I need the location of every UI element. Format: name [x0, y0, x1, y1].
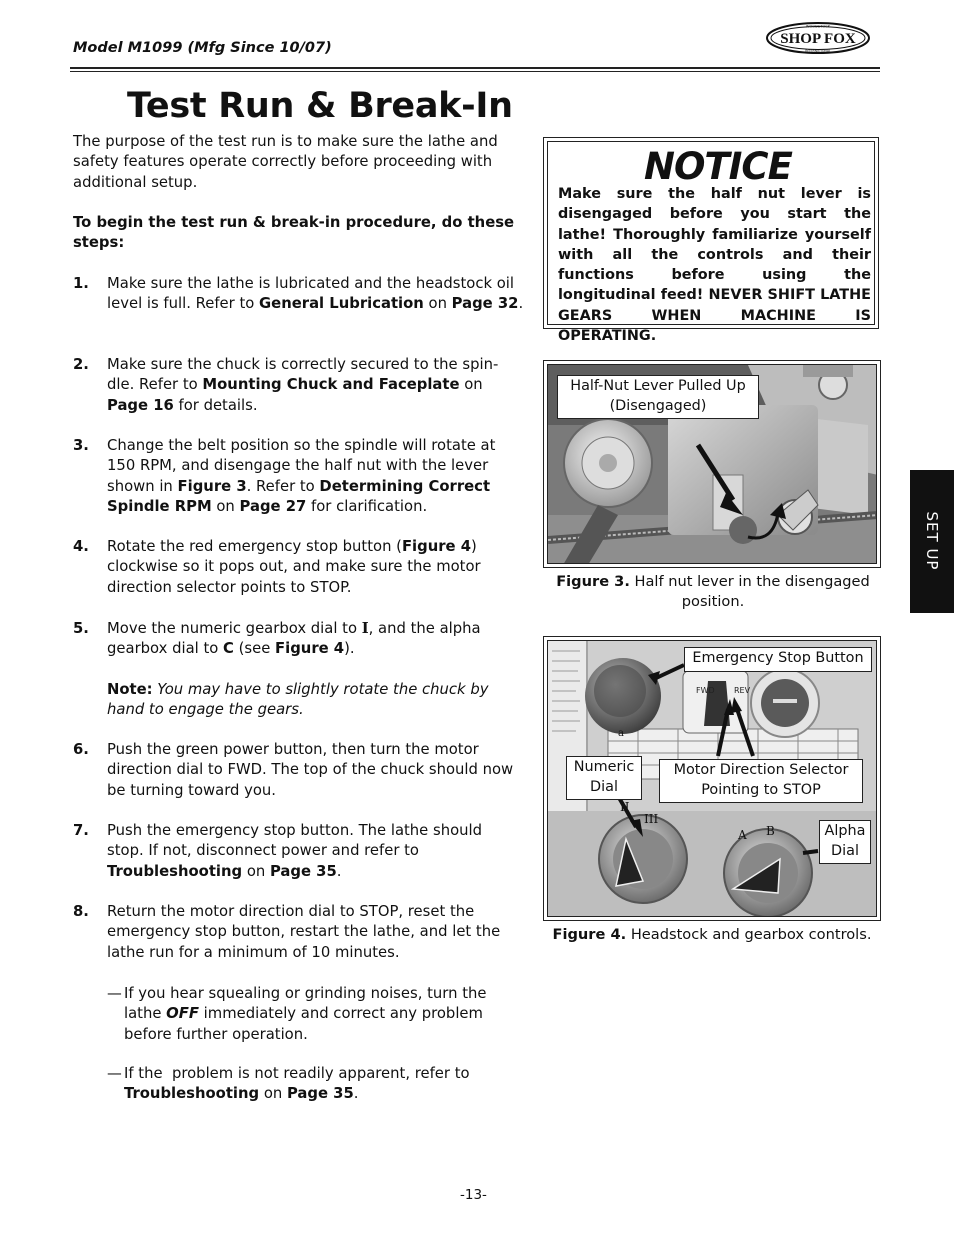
step-text: Make sure the chuck is correctly secured to the spin-dle. Refer to [107, 356, 499, 394]
step-3: 3. Change the belt position so the spindle will rotate at 150 RPM, and disengage the half nut with the lever shown in Figure 3. Refer to Determining Correct Spindle RPM on Page 27 for clarification. [73, 437, 496, 515]
callout-emergency-stop: Emergency Stop Button [684, 647, 872, 672]
header-rule-thin [70, 71, 880, 72]
step-1: 1. Make sure the lathe is lubricated and the headstock oil level is full. Refer to General Lubrication on Page 32. [73, 275, 524, 313]
page-ref: Page 32 [451, 295, 519, 313]
ref-link: Determining Correct Spindle RPM [107, 477, 491, 515]
step-text: Return the motor direction dial to STOP, reset the emergency stop button, restart the lathe, and let the lathe run for a minimum of 10 minutes. [107, 903, 501, 961]
label-fwd: FWD [696, 686, 715, 695]
dash-bullet: — [107, 985, 122, 1002]
step-note [107, 680, 525, 721]
callout-half-nut-lever: Half-Nut Lever Pulled Up (Disengaged) [557, 375, 759, 419]
label-iii: III [644, 812, 659, 826]
step-text: Push the green power button, then turn the motor direction dial to FWD. The top of the chuck should now be turning toward you. [107, 741, 514, 799]
figure-ref: Figure 4 [401, 538, 472, 555]
step-text: Push the emergency stop button. The lathe should stop. If not, disconnect power and refer to [107, 822, 483, 860]
step-2: 2. Make sure the chuck is correctly secured to the spin-dle. Refer to Mounting Chuck and Faceplate on Page 16 for details. [73, 356, 499, 414]
step-number: 6. [73, 741, 89, 758]
ref-link: Troubleshooting [124, 1085, 260, 1103]
figure-4-caption [543, 925, 881, 945]
intro-paragraph: The purpose of the test run is to make sure the lathe and safety features operate correctly before proceeding with additional setup. [73, 133, 498, 191]
step-6 [73, 740, 525, 801]
step-number: 3. [73, 437, 89, 454]
steps-heading: To begin the test run & break-in procedure, do these steps: [73, 214, 515, 252]
label-rev: REV [734, 686, 751, 695]
callout-alpha-dial: Alpha Dial [819, 820, 871, 864]
step-text: Rotate the red emergency stop button ( [107, 538, 402, 555]
section-tab-label: SET UP [923, 511, 941, 571]
logo-small-bottom: INTERNATIONAL [805, 49, 831, 53]
notice-text: Make sure the half nut lever is disengaged before you start the lathe! Thoroughly familiarize yourself with all the controls and their functions before using the longitudinal feed! NEVER SHIFT LATHE GEARS WHEN MACHINE IS OPERATING. [558, 186, 871, 345]
figure-3-caption [543, 572, 883, 612]
step-number: 4. [73, 538, 89, 555]
step-text: Move the numeric gearbox dial to [107, 620, 362, 637]
dash-item-1: — If you hear squealing or grinding noises, turn the lathe OFF immediately and correct any problem before further operation. [107, 985, 487, 1043]
callout-motor-direction: Motor Direction Selector Pointing to STOP [659, 759, 863, 803]
header-rule [70, 67, 880, 69]
header-model: Model M1099 (Mfg Since 10/07) [73, 40, 332, 56]
figure-ref: Figure 4 [275, 640, 345, 658]
off-text: OFF [166, 1005, 199, 1023]
ref-link: Troubleshooting [107, 862, 243, 880]
dash-item-2: — If the problem is not readily apparent, refer to Troubleshooting on Page 35. [107, 1065, 475, 1103]
label-b: B [766, 824, 775, 838]
figure-3-label: Figure 3. [556, 573, 630, 590]
step-5: 5. Move the numeric gearbox dial to I, and the alpha gearbox dial to C (see Figure 4). Note: You may have to slightly rotate the chuck by hand to engage the gears. [73, 619, 525, 720]
dial-setting: I [361, 620, 369, 637]
step-text: Change the belt position so the spindle will rotate at 150 RPM, and disengage the half nut with the lever shown in [107, 437, 496, 495]
logo-small-top: WOODSTOCK [805, 24, 831, 29]
step-text: Make sure the lathe is lubricated and the headstock oil level is full. Refer to [107, 275, 515, 313]
label-ii: II [620, 800, 630, 814]
dash-bullet: — [107, 1065, 122, 1082]
page-ref: Page 35 [269, 862, 337, 880]
callout-numeric-dial: Numeric Dial [566, 756, 642, 800]
step-7: 7. Push the emergency stop button. The lathe should stop. If not, disconnect power and refer to Troubleshooting on Page 35. [73, 822, 483, 880]
label-a: A [738, 828, 747, 842]
notice-title: NOTICE [644, 145, 792, 188]
step-4: 4. Rotate the red emergency stop button (Figure 4) clockwise so it pops out, and make sure the motor direction selector points to STOP. [73, 538, 481, 596]
dial-setting: C [223, 640, 234, 658]
notice-box [543, 137, 879, 345]
ref-link: Mounting Chuck and Faceplate [202, 376, 460, 394]
step-number: 7. [73, 822, 89, 839]
figure-3-frame [543, 360, 881, 568]
step-number: 5. [73, 620, 89, 637]
step-number: 8. [73, 903, 89, 920]
figure-4-text: Headstock and gearbox controls. [630, 926, 872, 943]
shop-fox-logo [765, 21, 871, 55]
figure-3-text: Half nut lever in the disengaged position. [634, 573, 870, 610]
page-number: -13- [460, 1187, 487, 1203]
page-ref: Page 16 [107, 396, 174, 414]
note-text: You may have to slightly rotate the chuck by hand to engage the gears. [107, 680, 489, 718]
step-number: 2. [73, 356, 89, 373]
step-number: 1. [73, 275, 89, 292]
page-title: Test Run & Break-In [127, 86, 513, 126]
page-ref: Page 35 [286, 1085, 354, 1103]
logo-text: SHOP FOX [780, 31, 856, 47]
section-tab-setup [910, 470, 954, 613]
step-8 [73, 902, 525, 963]
page-ref: Page 27 [239, 497, 307, 515]
label-a-small: a [618, 728, 624, 739]
figure-4-label: Figure 4. [552, 926, 627, 943]
note-label: Note: [107, 680, 153, 698]
figure-ref: Figure 3 [177, 477, 247, 495]
figure-4-frame [543, 636, 881, 921]
ref-link: General Lubrication [259, 295, 424, 313]
